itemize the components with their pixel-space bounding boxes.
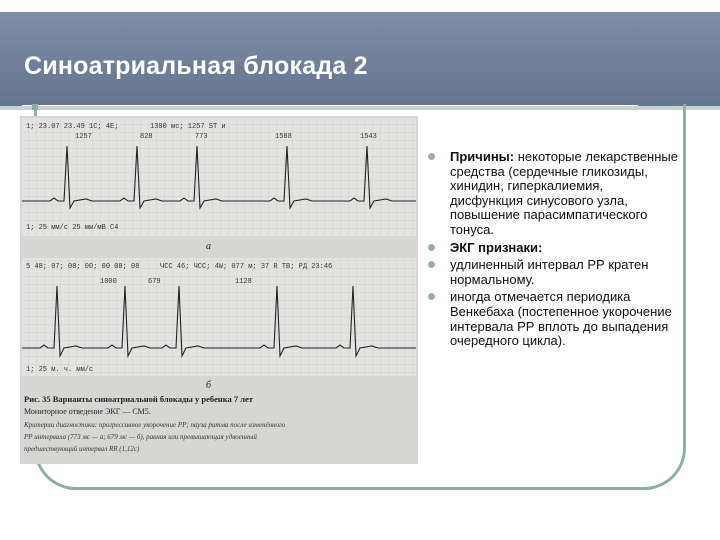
ecg-strip-b-label: б xyxy=(206,380,212,391)
bullet-dot-icon xyxy=(428,244,435,251)
ecg-strip-b-grid xyxy=(22,258,416,376)
ecg-figure-svg xyxy=(20,116,418,464)
ecg-caption-lead: Мониторное отведение ЭКГ — СМ5. xyxy=(24,407,151,416)
ecg-strip-b-value-3: 1128 xyxy=(235,278,252,286)
bullet-dot-icon xyxy=(428,261,435,268)
ecg-caption-criteria-1: Критерии диагностики: прогрессивное укорочение РР; пауза ритма после изменённого xyxy=(24,421,286,429)
bullet-pp-interval-text: удлиненный интервал РР кратен нормальному. xyxy=(450,257,649,287)
ecg-strip-a-header: 1; 23.07 23.49 1C; 4E; xyxy=(26,123,119,131)
bullet-wenckebach-text: иногда отмечается периодика Венкебаха (постепенное укорочение интервала РР вплоть до выпадения очередного цикла). xyxy=(450,289,672,349)
title-band xyxy=(0,12,720,106)
ecg-strip-a-value-3: 773 xyxy=(195,133,208,141)
ecg-caption-criteria-2: РР интервала (773 мс — а; 679 мс — б), равная или превышающая удвоенный xyxy=(24,433,257,441)
bullet-list xyxy=(428,150,678,349)
bullet-causes-text: некоторые лекарственные средства (сердечные гликозиды, хинидин, гиперкалиемия, дисфункция синусового узла, повышение парасимпатического тонуса. xyxy=(450,149,678,237)
ecg-strip-a-value-1: 1257 xyxy=(75,133,92,141)
ecg-strip-b-header-mid: ЧСС 46; ЧСС; 4W; 077 м; 37 R ТВ; РД 23:46 xyxy=(160,263,333,271)
bullet-ecg-signs-label: ЭКГ признаки: xyxy=(450,239,543,255)
ecg-strip-b-value-2: 679 xyxy=(148,278,161,286)
ecg-figure xyxy=(20,116,418,464)
slide-title: Синоатриальная блокада 2 xyxy=(24,52,368,80)
ecg-strip-a-label: а xyxy=(206,241,211,252)
ecg-strip-b-scale: 1; 25 м. ч. мм/с xyxy=(26,366,94,374)
bullet-causes xyxy=(428,150,678,238)
ecg-strip-a-value-2: 828 xyxy=(140,133,153,141)
ecg-strip-a-scale: 1; 25 мм/с 25 мм/мВ С4 xyxy=(26,224,119,232)
bullet-dot-icon xyxy=(428,153,435,160)
bullet-causes-label: Причины: xyxy=(450,149,515,164)
ecg-strip-a-value-4: 1588 xyxy=(275,133,292,141)
ecg-strip-b-value-1: 1000 xyxy=(100,278,117,286)
bullet-ecg-signs xyxy=(428,241,678,256)
ecg-strip-b-header: 5 48; 07; 08; 00; 00 08; 08 xyxy=(26,263,140,271)
ecg-caption-criteria-3: предшествующий интервал RR (1,12с) xyxy=(24,445,140,453)
ecg-caption-title: Рис. 35 Варианты синоатриальной блокады у ребенка 7 лет xyxy=(24,394,253,404)
bullet-content xyxy=(428,150,678,352)
bullet-pp-interval xyxy=(428,258,678,287)
bullet-wenckebach xyxy=(428,290,678,348)
ecg-strip-a-header-mid: 1300 мс; 1257 ST и xyxy=(150,123,226,131)
ecg-strip-a-value-5: 1543 xyxy=(360,133,377,141)
bullet-dot-icon xyxy=(428,293,435,300)
